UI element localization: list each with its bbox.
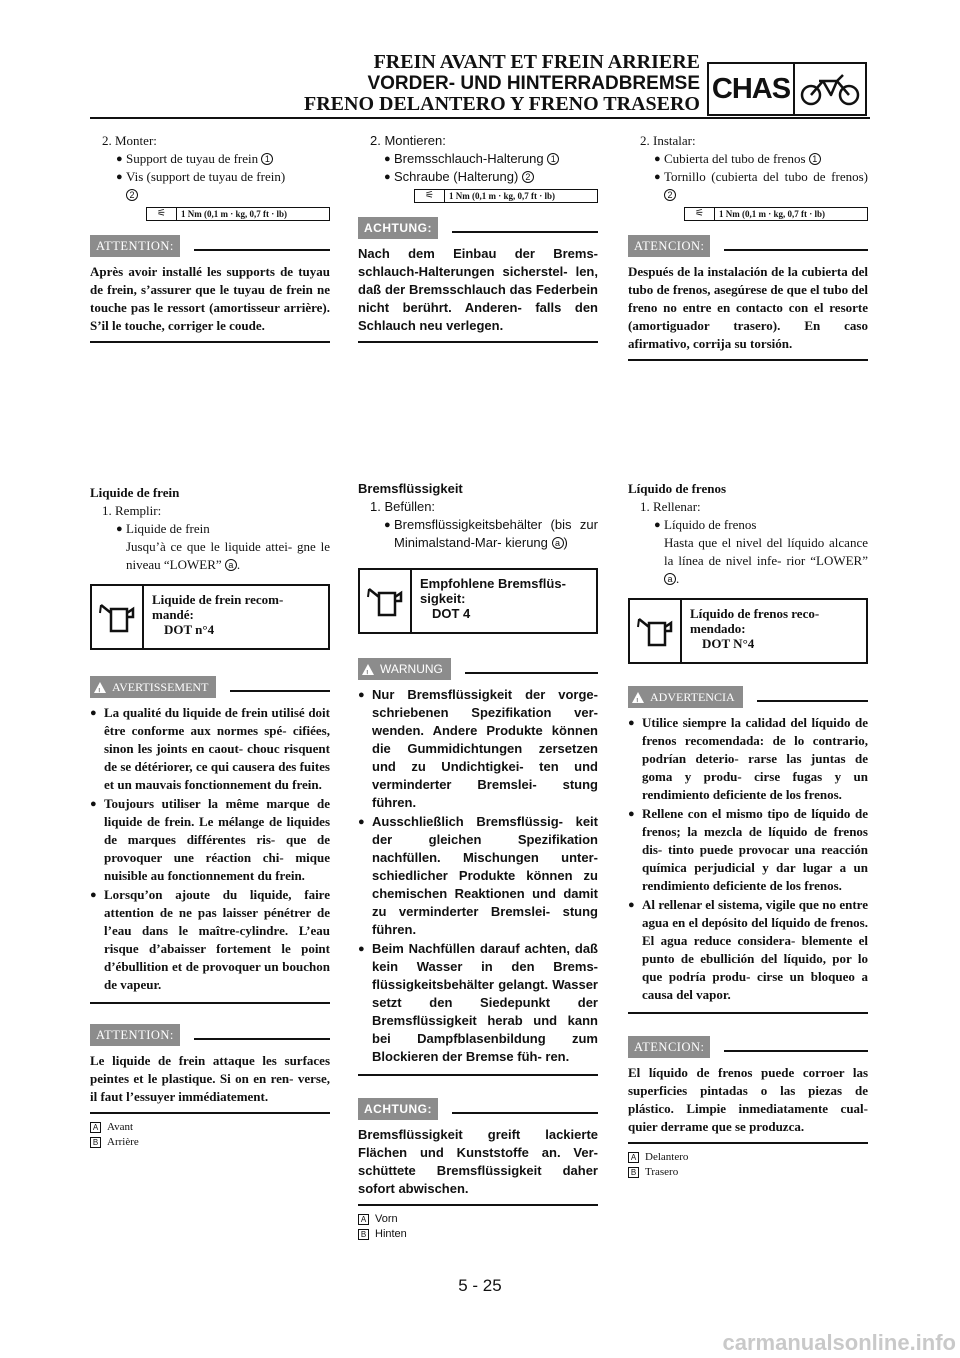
fr-warning-3: ● Lorsqu’on ajoute du liquide, faire attention de ne pas laisser pénétrer de l’eau dans le maître-cylindre. L’eau risque d’abaisser fortement le point d’ébullition et de provoquer un bouchon de vapeur.: [90, 887, 330, 992]
es-warning-head: [628, 686, 868, 708]
de-caution1-head: ACHTUNG:: [358, 217, 598, 239]
es-recommended-fluid: Líquido de frenos reco- mendado: DOT N°4: [628, 598, 868, 664]
warning-label: ! ADVERTENCIA: [628, 686, 743, 708]
oil-can-icon: [630, 600, 682, 662]
es-fluid-title: Líquido de frenos: [628, 481, 727, 496]
de-warning-2: ● Ausschließlich Bremsflüssig- keit der gleichen Spezifikation nachfüllen. Mischungen unter- schiedlicher Produkte können zu chemischen Reaktionen und damit zu verminderter Bremslei- stung führen.: [358, 814, 598, 937]
de-caution2-text: Bremsflüssigkeit greift lackierte Flächen und Kunststoffe an. Ver- schüttete Bremsflüssigkeit daher sofort abwischen.: [358, 1127, 598, 1196]
fr-warning-1: ● La qualité du liquide de frein utilisé doit être conforme aux normes spé- cifiées, sinon les joints en caout- chouc risquent de se détériorer, ce qui causera des fuites et un mauvais fonctionnement du frein.: [90, 705, 330, 792]
de-warning-1: ● Nur Bremsflüssigkeit der vorge- schriebenen Spezifikation ver- wenden. Andere Produkte können die Gummidichtungen zersetzen und zu Undichtigkei- ten und verminderter Bremslei- stung führen.: [358, 687, 598, 810]
motorcycle-icon: [795, 64, 865, 114]
oil-can-icon: [360, 570, 412, 632]
watermark: carmanualsonline.info: [722, 1330, 956, 1355]
fr-fluid-title: Liquide de frein: [90, 485, 180, 500]
de-warning-3: ● Beim Nachfüllen darauf achten, daß kein Wasser in den Brems- flüssigkeitsbehälter gelangt. Wasser setzt den Siedepunkt der Bremsflüssigkeit herab und kann bei Dampfblasenbildung zum Blockieren der Bremse füh- ren.: [358, 941, 598, 1064]
fr-caution1-head: [90, 235, 330, 257]
header-title-es: FRENO DELANTERO Y FRENO TRASERO: [304, 93, 700, 115]
column-de-top: [358, 132, 598, 343]
de-fluid-step: 1. Befüllen:: [370, 499, 436, 514]
section-badge: [707, 62, 867, 116]
de-legend: A Vorn B Hinten: [358, 1212, 598, 1242]
de-step2-title: 2. Montieren:: [370, 133, 446, 148]
es-warning-3: ● Al rellenar el sistema, vigile que no entre agua en el depósito del líquido de frenos. El agua reduce considera- blemente el punto de ebullición del líquido, por lo que podría produ- cirse un bloqueo a causa del vapor.: [628, 897, 868, 1002]
callout-a: a: [225, 559, 237, 571]
es-caution2-text: El líquido de frenos puede corroer las superficies pintadas o las piezas de plástico. Limpie inmediatamente cual- quier derrame que se produzca.: [628, 1065, 868, 1134]
es-caution1-text: Después de la instalación de la cubierta del tubo de frenos, asegúrese de que el tubo del freno no entre en contacto con el resorte (amortiguador trasero). En caso afirmativo, corrija su torsión.: [628, 264, 868, 351]
warning-icon: [632, 692, 644, 703]
wrench-icon: ⚟: [415, 190, 445, 202]
es-fluid-desc: Hasta que el nivel del líquido alcance la línea de nivel infe- rior “LOWER” a .: [664, 535, 868, 586]
de-step2-item-1: ● Bremsschlauch-Halterung 1: [384, 150, 598, 168]
header-title-fr: FREIN AVANT ET FREIN ARRIERE: [373, 51, 700, 73]
es-legend: A Delantero B Trasero: [628, 1150, 868, 1180]
de-recommended-fluid: Empfohlene Bremsflüs- sigkeit: DOT 4: [358, 568, 598, 634]
caution-label: ATTENTION:: [90, 235, 180, 257]
header-title-de: VORDER- UND HINTERRADBREMSE: [367, 73, 700, 94]
de-fluid-title: Bremsflüssigkeit: [358, 481, 463, 496]
page-number: 5 - 25: [458, 1276, 502, 1295]
wrench-icon: ⚟: [685, 208, 715, 220]
de-caution2-head: ACHTUNG:: [358, 1098, 598, 1120]
es-warning-1: ● Utilice siempre la calidad del líquido de frenos recomendada: de lo contrario, podrían deterio- rarse las juntas de goma y produ- cirse fugas y un rendimiento deficiente de los frenos.: [628, 715, 868, 802]
warning-icon: [94, 682, 106, 693]
de-caution1-text: Nach dem Einbau der Brems- schlauch-Halterungen sicherstel- len, daß der Bremsschlauch das Federbein nicht berührt. Anderen- falls den Schlauch neu verlegen.: [358, 246, 598, 333]
de-warning-head: [358, 658, 598, 680]
callout-1: 1: [261, 153, 273, 165]
es-warning-2: ● Rellene con el mismo tipo de líquido de frenos; la mezcla de líquido de frenos dis- tinto puede provocar una reacción química perjudicial y dar lugar a un rendimiento deficiente de los frenos.: [628, 806, 868, 893]
column-fr-top: [90, 132, 330, 343]
fr-fluid-desc: Jusqu’à ce que le liquide attei- gne le niveau “LOWER” a .: [126, 539, 330, 572]
fr-fluid-step: 1. Remplir:: [102, 503, 162, 518]
es-fluid-item: ● Líquido de frenos: [654, 517, 757, 532]
warning-label: ! AVERTISSEMENT: [90, 676, 216, 698]
es-step2-item-1: ● Cubierta del tubo de frenos 1: [654, 150, 868, 168]
column-es-top: [628, 132, 868, 361]
de-torque-spec: ⚟ 1 Nm (0,1 m · kg, 0,7 ft · lb): [414, 189, 598, 203]
de-fluid-item: ● Bremsflüssigkeitsbehälter (bis zur Minimalstand-Mar- kierung a ): [384, 517, 598, 550]
fr-warning-head: [90, 676, 330, 698]
header-rule: [90, 117, 870, 119]
es-fluid-step: 1. Rellenar:: [640, 499, 701, 514]
warning-label: ! WARNUNG: [358, 658, 451, 680]
fr-step2-title: 2. Monter:: [102, 133, 157, 148]
es-torque-spec: ⚟ 1 Nm (0,1 m · kg, 0,7 ft · lb): [684, 207, 868, 221]
fr-torque-spec: ⚟ 1 Nm (0,1 m · kg, 0,7 ft · lb): [146, 207, 330, 221]
fr-recommended-fluid: Liquide de frein recom- mandé: DOT n°4: [90, 584, 330, 650]
de-step2-item-2: ● Schraube (Halterung) 2: [384, 168, 598, 186]
page-header: [300, 52, 700, 115]
section-code: CHAS: [709, 64, 795, 114]
warning-icon: [362, 664, 374, 675]
fr-caution2-head: ATTENTION:: [90, 1024, 330, 1046]
fr-caution1-text: Après avoir installé les supports de tuyau de frein, s’assurer que le tuyau de frein ne touche pas le ressort (amortisseur arrière). S’il le touche, corriger le coude.: [90, 264, 330, 333]
column-fr-fluid: [90, 484, 330, 1150]
column-es-fluid: [628, 480, 868, 1180]
fr-step2-item-1: ● Support de tuyau de frein 1: [116, 150, 330, 168]
fr-legend: A Avant B Arrière: [90, 1120, 330, 1150]
callout-2: 2: [126, 189, 138, 201]
fr-warning-2: ● Toujours utiliser la même marque de liquide de frein. Le mélange de liquides de marques différentes ris- que de provoquer une réaction chi- mique nuisible au fonctionnement du frein.: [90, 796, 330, 883]
es-step2-title: 2. Instalar:: [640, 133, 696, 148]
fr-fluid-item: ● Liquide de frein: [116, 521, 210, 536]
wrench-icon: ⚟: [147, 208, 177, 220]
fr-caution2-text: Le liquide de frein attaque les surfaces peintes et le plastique. Si on en ren- verse, il faut l’essuyer immédiatement.: [90, 1053, 330, 1104]
oil-can-icon: [92, 586, 144, 648]
column-de-fluid: [358, 480, 598, 1242]
es-caution2-head: ATENCION:: [628, 1036, 868, 1058]
es-caution1-head: ATENCION:: [628, 235, 868, 257]
fr-step2-item-2: ● Vis (support de tuyau de frein) 2: [116, 169, 286, 200]
es-step2-item-2: ● Tornillo (cubierta del tubo de frenos) 2: [654, 169, 868, 200]
